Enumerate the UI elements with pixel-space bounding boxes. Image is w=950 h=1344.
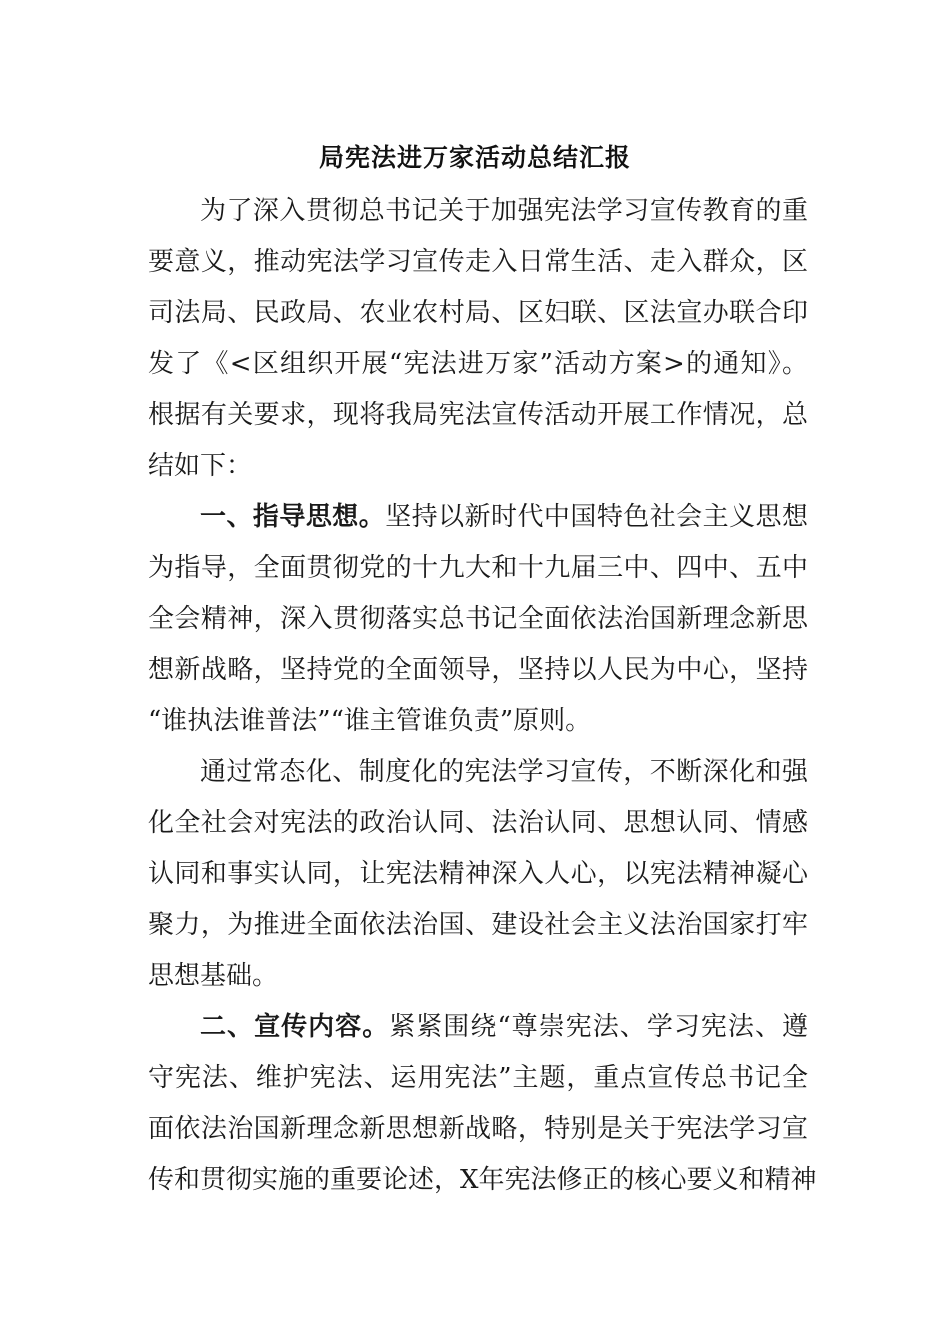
document-title: 局宪法进万家活动总结汇报 <box>318 143 631 172</box>
text-line: 传和贯彻实施的重要论述，X年宪法修正的核心要义和精神 <box>148 1165 817 1195</box>
text-line-content: 紧紧围绕“尊崇宪法、学习宪法、遵 <box>389 1012 808 1042</box>
paragraph-intro <box>148 186 808 492</box>
text-line: 思想基础。 <box>148 961 279 991</box>
text-line: 结如下： <box>148 451 253 481</box>
text-line: 通过常态化、制度化的宪法学习宣传，不断深化和强 <box>200 757 808 787</box>
text-line: 根据有关要求，现将我局宪法宣传活动开展工作情况，总 <box>148 400 808 430</box>
text-line <box>148 492 808 543</box>
text-line: 全会精神，深入贯彻落实总书记全面依法治国新理念新思 <box>148 604 808 634</box>
text-line: “谁执法谁普法”“谁主管谁负责”原则。 <box>148 706 592 736</box>
text-line-content: 坚持以新时代中国特色社会主义思想 <box>385 502 808 532</box>
section-heading: 一、指导思想。 <box>200 502 386 532</box>
text-line: 守宪法、维护宪法、运用宪法”主题，重点宣传总书记全 <box>148 1063 808 1093</box>
paragraph-publicity-content <box>148 1002 817 1206</box>
text-line: 要意义，推动宪法学习宣传走入日常生活、走入群众，区 <box>148 247 808 277</box>
text-line: 面依法治国新理念新思想新战略，特别是关于宪法学习宣 <box>148 1114 808 1144</box>
text-line: 想新战略，坚持党的全面领导，坚持以人民为中心，坚持 <box>148 655 808 685</box>
text-line: 聚力，为推进全面依法治国、建设社会主义法治国家打牢 <box>148 910 808 940</box>
paragraph-guiding-ideology <box>148 492 808 747</box>
text-line: 化全社会对宪法的政治认同、法治认同、思想认同、情感 <box>148 808 808 838</box>
text-line: 发了《<区组织开展“宪法进万家”活动方案>的通知》。 <box>148 349 808 379</box>
text-line: 为指导，全面贯彻党的十九大和十九届三中、四中、五中 <box>148 553 808 583</box>
section-heading: 二、宣传内容。 <box>200 1012 390 1042</box>
text-line: 为了深入贯彻总书记关于加强宪法学习宣传教育的重 <box>200 196 808 226</box>
text-line: 认同和事实认同，让宪法精神深入人心，以宪法精神凝心 <box>148 859 808 889</box>
paragraph-normalization <box>148 747 808 1002</box>
document-body <box>148 186 817 1206</box>
text-line: 司法局、民政局、农业农村局、区妇联、区法宣办联合印 <box>148 298 808 328</box>
text-line <box>148 1002 808 1053</box>
